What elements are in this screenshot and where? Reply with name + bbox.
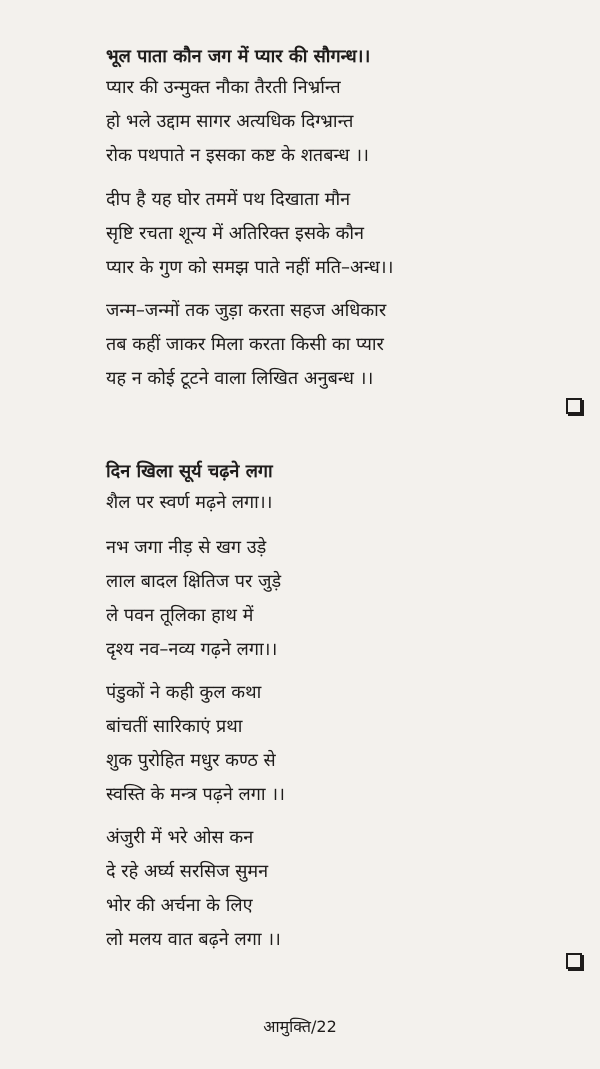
section-end-marker [566,398,582,414]
poem-line: ले पवन तूलिका हाथ में [106,605,254,626]
poem-line: लाल बादल क्षितिज पर जुड़े [106,571,282,592]
section-end-marker [566,953,582,969]
poem-line: रोक पथपाते न इसका कष्ट के शतबन्ध ।। [106,145,369,166]
poem-line: जन्म–जन्मों तक जुड़ा करता सहज अधिकार [106,300,387,321]
poem-line: तब कहीं जाकर मिला करता किसी का प्यार [106,334,384,355]
poem-line: प्यार के गुण को समझ पाते नहीं मति–अन्ध।। [106,257,394,278]
poem-line: भोर की अर्चना के लिए [106,895,253,916]
poem-line: सृष्टि रचता शून्य में अतिरिक्त इसके कौन [106,223,365,244]
poem-line: यह न कोई टूटने वाला लिखित अनुबन्ध ।। [106,368,374,389]
poem-line: नभ जगा नीड़ से खग उड़े [106,537,267,558]
poem-line: बांचतीं सारिकाएं प्रथा [106,716,243,737]
page-number: आमुक्ति/22 [263,1017,337,1036]
poem-line: दे रहे अर्घ्य सरसिज सुमन [106,861,269,882]
poem-line: लो मलय वात बढ़ने लगा ।। [106,929,281,950]
poem-line: शुक पुरोहित मधुर कण्ठ से [106,750,276,771]
poem-line: शैल पर स्वर्ण मढ़ने लगा।। [106,492,273,513]
poem-line: दीप है यह घोर तममें पथ दिखाता मौन [106,189,351,210]
poem-line: अंजुरी में भरे ओस कन [106,827,254,848]
poem1-title: भूल पाता कौन जग में प्यार की सौगन्ध।। [106,46,371,67]
poem-line: दृश्य नव–नव्य गढ़ने लगा।। [106,639,278,660]
poem-line: स्वस्ति के मन्त्र पढ़ने लगा ।। [106,784,285,805]
poem-line: हो भले उद्दाम सागर अत्यधिक दिग्भ्रान्त [106,111,354,132]
poem-line: पंडुकों ने कही कुल कथा [106,682,262,703]
poem2-title: दिन खिला सूर्य चढ़ने लगा [106,461,273,482]
poem-line: प्यार की उन्मुक्त नौका तैरती निर्भ्रान्त [106,77,341,98]
